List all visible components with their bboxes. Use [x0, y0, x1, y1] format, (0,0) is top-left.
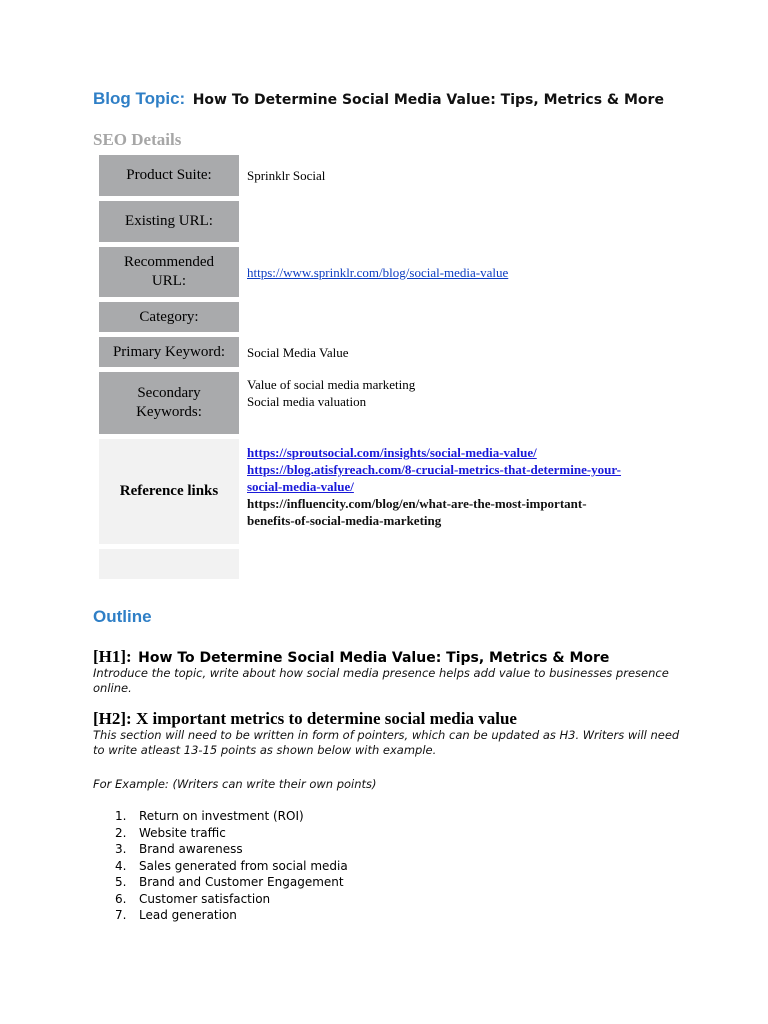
seo-row-reference-links	[99, 439, 699, 544]
seo-row-recommended-url	[99, 247, 699, 297]
seo-value-primary-keyword	[239, 337, 699, 367]
recommended-url-key-line2: URL:	[151, 273, 187, 289]
list-item	[115, 858, 348, 875]
seo-key-product-suite: Product Suite:	[99, 155, 239, 196]
secondary-keywords-key-line1: Secondary	[137, 385, 201, 401]
seo-row-primary-keyword	[99, 337, 699, 367]
seo-value-existing-url	[239, 201, 699, 242]
list-number: 7.	[115, 908, 127, 922]
h1-tag: [H1]:	[93, 647, 132, 666]
reference-link-3-line2: benefits-of-social-media-marketing	[247, 513, 442, 528]
seo-details-table	[99, 155, 699, 584]
list-number: 5.	[115, 875, 127, 889]
reference-link-2-line2[interactable]: social-media-value/	[247, 479, 354, 494]
seo-key-secondary-keywords	[99, 372, 239, 434]
list-text: Website traffic	[139, 825, 226, 840]
blog-topic-label: Blog Topic:	[93, 89, 186, 108]
list-number: 6.	[115, 891, 127, 906]
h2-description: This section will need to be written in form of pointers, which can be updated as H3. Writers will need to write atleast 13-15 points as shown below with example.	[93, 728, 680, 757]
outline-heading: Outline	[93, 607, 152, 626]
seo-value-secondary-keywords	[239, 372, 699, 434]
blog-topic-title: How To Determine Social Media Value: Tips, Metrics & More	[192, 92, 664, 108]
seo-key-existing-url: Existing URL:	[99, 201, 239, 242]
seo-value-reference-links	[239, 439, 699, 544]
secondary-keyword-1: Value of social media marketing	[247, 377, 416, 392]
list-item	[115, 841, 348, 858]
seo-key-category: Category:	[99, 302, 239, 332]
list-number: 3.	[115, 842, 127, 856]
h1-heading	[93, 647, 609, 667]
seo-value-recommended-url	[239, 247, 699, 297]
h1-text: How To Determine Social Media Value: Tips, Metrics & More	[138, 650, 610, 666]
seo-details-heading: SEO Details	[93, 130, 182, 149]
seo-value-empty	[239, 549, 699, 579]
seo-row-product-suite	[99, 155, 699, 196]
list-number: 1.	[115, 809, 127, 823]
recommended-url-link[interactable]: https://www.sprinklr.com/blog/social-media-value	[247, 264, 509, 280]
seo-row-empty	[99, 549, 699, 579]
seo-row-existing-url	[99, 201, 699, 242]
product-suite-value: Sprinklr Social	[247, 168, 326, 183]
secondary-keywords-key-line2: Keywords:	[136, 404, 202, 420]
list-text: Return on investment (ROI)	[139, 809, 304, 823]
reference-link-2-line1[interactable]: https://blog.atisfyreach.com/8-crucial-metrics-that-determine-your-	[247, 462, 622, 477]
seo-key-reference-links: Reference links	[99, 439, 239, 544]
list-text: Customer satisfaction	[139, 891, 271, 906]
seo-row-secondary-keywords	[99, 372, 699, 434]
list-number: 4.	[115, 858, 127, 873]
recommended-url-key-line1: Recommended	[124, 254, 214, 270]
list-item	[115, 874, 348, 891]
list-text: Lead generation	[139, 908, 237, 922]
seo-value-product-suite	[239, 155, 699, 196]
seo-key-empty	[99, 549, 239, 579]
seo-key-recommended-url	[99, 247, 239, 297]
seo-value-category	[239, 302, 699, 332]
list-text: Brand and Customer Engagement	[139, 875, 344, 889]
list-number: 2.	[115, 825, 127, 840]
h2-heading: [H2]: X important metrics to determine social media value	[93, 709, 517, 728]
secondary-keyword-2: Social media valuation	[247, 394, 367, 409]
list-text: Sales generated from social media	[139, 858, 348, 873]
h1-description: Introduce the topic, write about how social media presence helps add value to businesses presence online.	[93, 666, 669, 695]
list-item	[115, 808, 348, 825]
reference-link-3-line1: https://influencity.com/blog/en/what-are-the-most-important-	[247, 496, 587, 511]
seo-key-primary-keyword: Primary Keyword:	[99, 337, 239, 367]
example-note: For Example: (Writers can write their own points)	[93, 777, 377, 791]
seo-row-category	[99, 302, 699, 332]
reference-link-1[interactable]: https://sproutsocial.com/insights/social-media-value/	[247, 445, 537, 460]
primary-keyword-value: Social Media Value	[247, 344, 349, 360]
list-item	[115, 891, 348, 908]
list-item	[115, 825, 348, 842]
metrics-list	[115, 808, 348, 924]
blog-topic	[93, 89, 664, 109]
list-text: Brand awareness	[139, 842, 243, 856]
list-item	[115, 907, 348, 924]
